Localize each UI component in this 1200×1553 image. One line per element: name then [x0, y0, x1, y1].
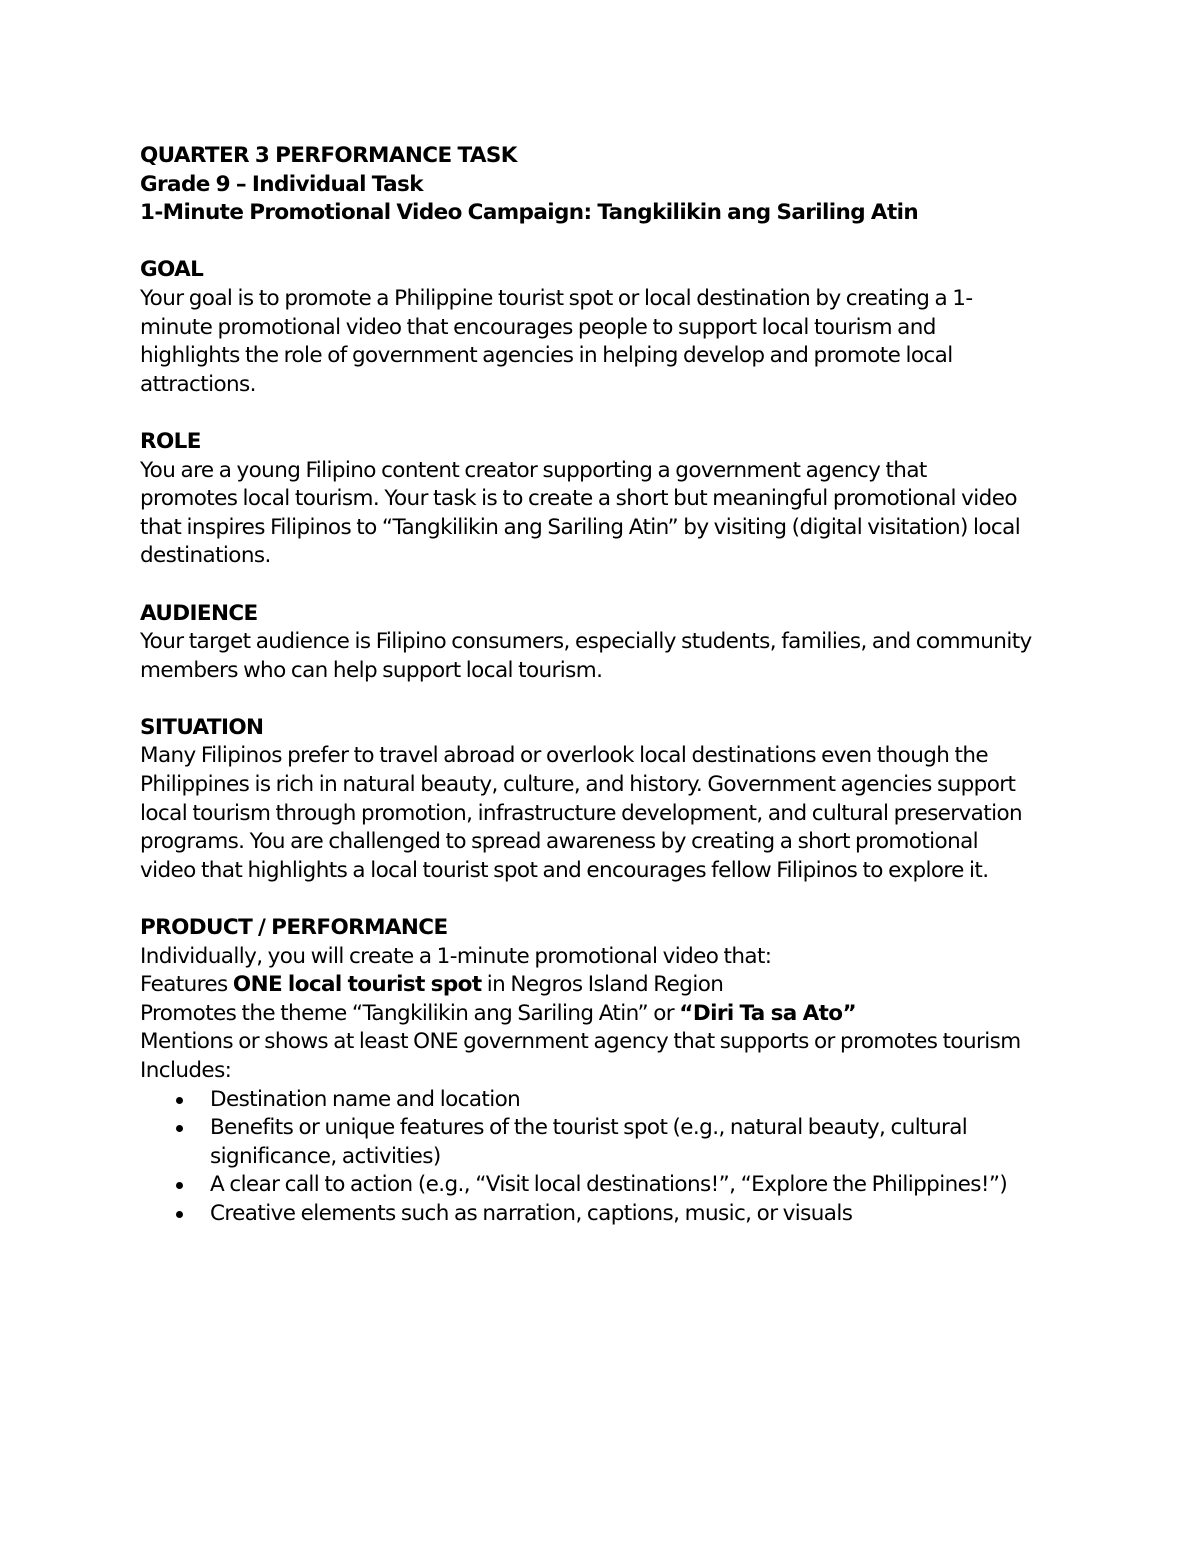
role-section: [140, 428, 1080, 571]
includes-list: [140, 1086, 1080, 1229]
list-item-text-continued: significance, activities): [210, 1143, 441, 1169]
audience-section: [140, 600, 1080, 686]
bullet-icon: [176, 1211, 183, 1218]
product-heading: PRODUCT / PERFORMANCE: [140, 915, 448, 941]
list-item-text: Destination name and location: [210, 1086, 521, 1112]
situation-line: Philippines is rich in natural beauty, culture, and history. Government agencies support: [140, 772, 1016, 798]
product-section: [140, 914, 1080, 1229]
promotes-prefix: Promotes the theme “Tangkilikin ang Sariling Atin” or: [140, 1000, 680, 1026]
goal-heading: GOAL: [140, 257, 204, 283]
list-item: [140, 1171, 1080, 1200]
goal-paragraph: [140, 285, 1080, 399]
goal-line: attractions.: [140, 371, 256, 397]
task-title: QUARTER 3 PERFORMANCE TASK: [140, 143, 517, 168]
list-item-text: Creative elements such as narration, captions, music, or visuals: [210, 1200, 853, 1226]
situation-line: programs. You are challenged to spread awareness by creating a short promotional: [140, 829, 979, 855]
situation-heading: SITUATION: [140, 714, 264, 740]
audience-line: members who can help support local tourism.: [140, 657, 603, 683]
features-suffix: in Negros Island Region: [481, 972, 724, 998]
list-item: [140, 1086, 1080, 1115]
list-item: [140, 1114, 1080, 1171]
situation-section: [140, 714, 1080, 886]
goal-line: Your goal is to promote a Philippine tourist spot or local destination by creating a 1-: [140, 285, 973, 311]
bullet-icon: [176, 1182, 183, 1189]
bullet-icon: [176, 1097, 183, 1104]
situation-line: video that highlights a local tourist spot and encourages fellow Filipinos to explore it.: [140, 857, 989, 883]
goal-line: minute promotional video that encourages people to support local tourism and: [140, 314, 936, 340]
audience-paragraph: [140, 628, 1080, 685]
product-intro: Individually, you will create a 1-minute promotional video that:: [140, 943, 772, 969]
situation-line: Many Filipinos prefer to travel abroad or overlook local destinations even though the: [140, 743, 989, 769]
product-promotes-line: [140, 1000, 1080, 1029]
role-line: that inspires Filipinos to “Tangkilikin ang Sariling Atin” by visiting (digital visitation) local: [140, 514, 1021, 540]
document-header: [140, 142, 1080, 228]
role-line: You are a young Filipino content creator supporting a government agency that: [140, 457, 927, 483]
product-features-line: [140, 971, 1080, 1000]
list-item-text: A clear call to action (e.g., “Visit local destinations!”, “Explore the Philippines!”): [210, 1172, 1008, 1198]
document-page: [140, 142, 1080, 1229]
role-heading: ROLE: [140, 428, 201, 454]
audience-line: Your target audience is Filipino consumers, especially students, families, and community: [140, 629, 1032, 655]
features-prefix: Features: [140, 972, 233, 998]
promotes-emphasis: “Diri Ta sa Ato”: [679, 1000, 856, 1026]
situation-line: local tourism through promotion, infrastructure development, and cultural preservation: [140, 800, 1023, 826]
bullet-icon: [176, 1125, 183, 1132]
list-item-text: Benefits or unique features of the tourist spot (e.g., natural beauty, cultural: [210, 1115, 968, 1141]
role-line: destinations.: [140, 543, 271, 569]
task-campaign-title: 1-Minute Promotional Video Campaign: Tangkilikin ang Sariling Atin: [140, 200, 919, 226]
features-emphasis: ONE local tourist spot: [232, 972, 482, 998]
goal-line: highlights the role of government agencies in helping develop and promote local: [140, 343, 953, 369]
list-item: [140, 1200, 1080, 1229]
goal-section: [140, 256, 1080, 399]
product-includes-label: Includes:: [140, 1058, 232, 1083]
role-paragraph: [140, 457, 1080, 571]
task-grade: Grade 9 – Individual Task: [140, 171, 423, 197]
role-line: promotes local tourism. Your task is to create a short but meaningful promotional video: [140, 486, 1017, 512]
situation-paragraph: [140, 742, 1080, 885]
audience-heading: AUDIENCE: [140, 600, 258, 626]
product-mentions-line: Mentions or shows at least ONE government agency that supports or promotes tourism: [140, 1029, 1021, 1055]
